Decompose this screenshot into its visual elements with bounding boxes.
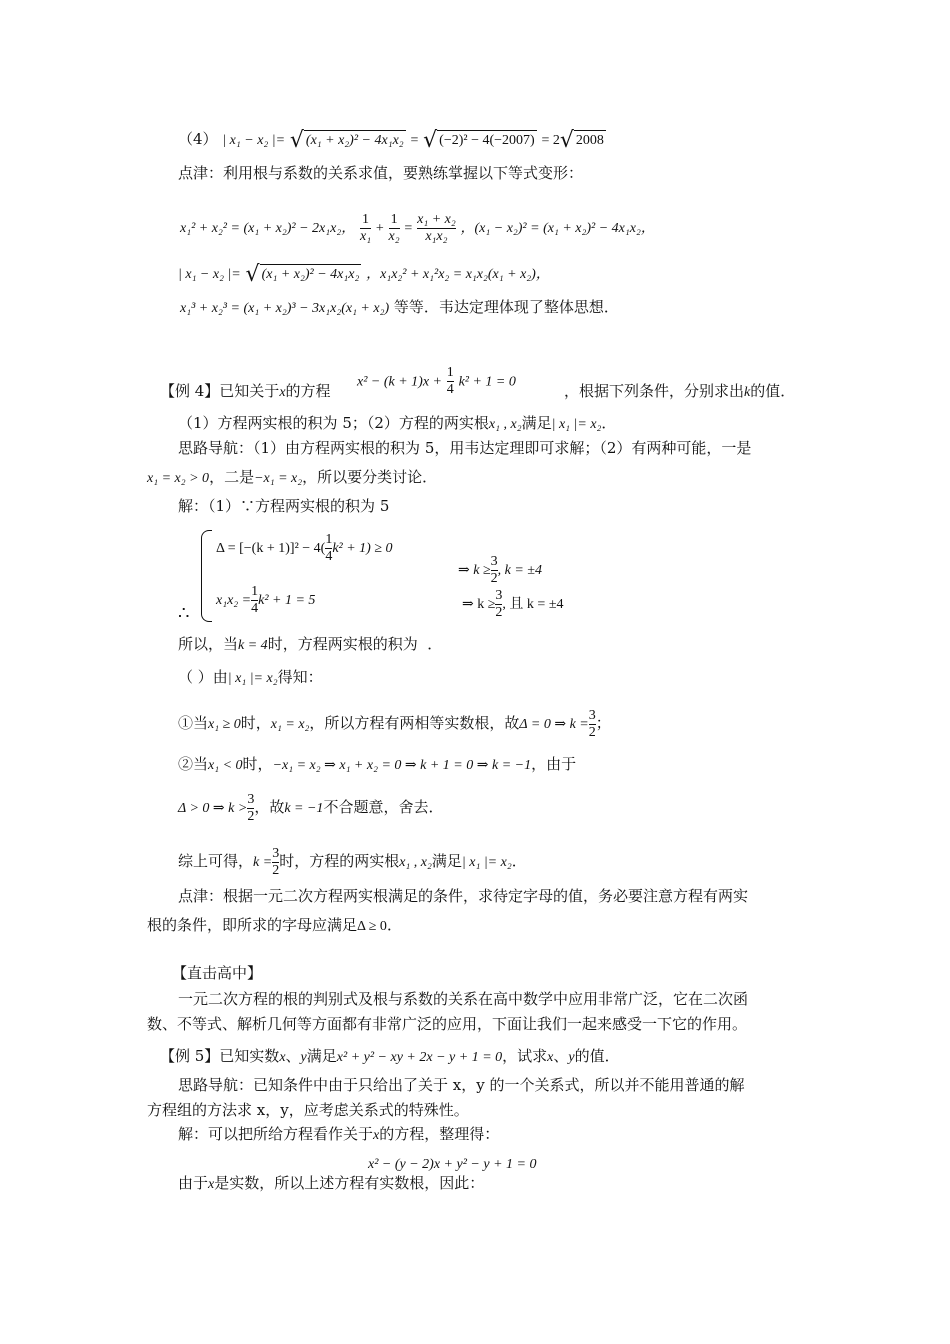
variable: k [744, 385, 751, 400]
math: x₁ < 0 [208, 758, 243, 773]
text: 由于 [178, 1174, 209, 1192]
text: 满足 [521, 414, 552, 432]
text: 时， [242, 755, 273, 773]
numerator: 1 [362, 211, 370, 227]
variable: x [279, 1050, 286, 1065]
equation-ex4 [357, 365, 516, 398]
guide-line-2 [147, 467, 437, 489]
text: 时，方程的两实根 [279, 852, 400, 870]
numerator: x₁ + x₂ [417, 211, 456, 227]
guide-5-line-1: 思路导航：已知条件中由于只给出了关于 x，y 的一个关系式，所以并不能用普通的解 [178, 1076, 745, 1094]
text: ，根据下列条件，分别求出 [564, 382, 745, 400]
variable: x [208, 1177, 215, 1192]
equation-part: k² + 1 = 0 [458, 374, 516, 390]
numerator: 3 [588, 707, 596, 723]
example-4-title [160, 381, 331, 403]
text: 解：可以把所给方程看作关于 [178, 1125, 374, 1143]
math: k² + 1 = 5 [258, 593, 316, 608]
text: 的方程，整理得： [379, 1125, 500, 1143]
denominator: 4 [446, 382, 454, 397]
abs-difference: | x₁ − x₂ |= [222, 133, 286, 148]
implication-2 [462, 586, 564, 622]
text: 的值． [574, 1047, 620, 1065]
identity-row-2 [178, 262, 550, 285]
math: Δ ≥ 0 [357, 919, 387, 934]
note-paragraph: 点津：利用根与系数的关系求值，要熟练掌握以下等式变形： [178, 164, 584, 182]
case-2-continued [178, 784, 443, 832]
text: 是实数，所以上述方程有实数根，因此： [214, 1174, 485, 1192]
math: Δ = 0 ⇒ k = [519, 717, 589, 732]
denominator: x₁x₂ [417, 228, 456, 245]
denominator: 2 [495, 604, 503, 620]
identity-sum-squares: x₁² + x₂² = (x₁ + x₂)² − 2x₁x₂， [180, 221, 356, 236]
plus-sign: + [375, 221, 384, 236]
example-4-conditions [178, 413, 616, 435]
text: 所以，当 [178, 635, 239, 653]
math: x₁ ≥ 0 [208, 717, 241, 732]
math: x₁ = x₂ [270, 717, 310, 732]
text: ，由于 [531, 755, 577, 773]
numerator: 3 [495, 587, 503, 603]
result-coefficient: = 2 [541, 133, 560, 148]
example-4-title-end [564, 381, 795, 403]
text: 得知： [277, 668, 323, 686]
fraction [417, 212, 456, 245]
numerator: 1 [251, 583, 259, 599]
variable: x [547, 1050, 554, 1065]
sqrt-sign: √ [559, 128, 574, 153]
part-2-intro [178, 667, 323, 689]
solution-1-intro: 解：（1）∵方程两实根的积为 5 [178, 497, 390, 515]
denominator: 2 [588, 724, 596, 740]
math: | x₁ |= x₂ [461, 855, 512, 870]
fraction [360, 212, 371, 245]
section-para-line-2: 数、不等式、解析几何等方面都有非常广泛的应用，下面让我们一起来感受一下它的作用。 [147, 1015, 748, 1033]
text: ，所以方程有两相等实数根，故 [309, 714, 520, 732]
text: 时， [240, 714, 271, 732]
text: ． [427, 635, 443, 653]
note-2-line-2 [147, 915, 402, 937]
sqrt-sign: √ [245, 262, 260, 287]
math: k² + 1) ≥ 0 [332, 541, 393, 556]
denominator: 4 [251, 600, 259, 616]
math: k = [253, 855, 273, 870]
example-5-title [160, 1046, 620, 1068]
math: k = −1 [284, 801, 324, 816]
math: Δ = [−(k + 1)]² − 4( [216, 541, 326, 556]
text: 【例 4】已知关于 [160, 382, 280, 400]
section-title: 【直击高中】 [172, 964, 263, 982]
denominator: 4 [325, 548, 333, 564]
radicand: (x₁ + x₂)² − 4x₁x₂ [260, 264, 362, 285]
guide-5-line-2: 方程组的方法求 x，y，应考虑关系式的特殊性。 [147, 1101, 469, 1119]
variable: x [279, 385, 286, 400]
sqrt-sign: √ [289, 128, 304, 153]
numerator: 3 [247, 791, 255, 807]
section-para-line-1: 一元二次方程的根的判别式及根与系数的关系在高中数学中应用非常广泛，它在二次函 [178, 990, 749, 1008]
denominator: x₁ [359, 228, 372, 244]
summary-line [178, 838, 527, 886]
solution-5-next [178, 1173, 484, 1195]
denominator: 2 [490, 570, 498, 586]
math: | x₁ |= x₂ [551, 417, 602, 432]
math: x₁ = x₂ > 0 [147, 471, 210, 486]
identity-factor: ，x₁x₂² + x₁²x₂ = x₁x₂(x₁ + x₂)， [366, 267, 550, 282]
equation-part: x² − (k + 1)x + [357, 374, 443, 390]
math: , 且 k = ±4 [502, 597, 564, 612]
system-brace [201, 530, 212, 622]
text: 不合题意，舍去． [323, 798, 444, 816]
system-line-1 [216, 530, 393, 566]
denominator: x₂ [388, 228, 400, 244]
text: 综上可得， [178, 852, 254, 870]
math: x₁x₂ = [216, 593, 252, 608]
text: 时，方程两实根的积为 [267, 635, 418, 653]
radicand-3: 2008 [574, 130, 606, 151]
equation-ex5 [368, 1153, 536, 1175]
text: ． [511, 852, 527, 870]
case-2 [178, 754, 576, 776]
text: ； [595, 714, 611, 732]
text: 根的条件，即所求的字母应满足 [147, 916, 358, 934]
radicand-2: (−2)² − 4(−2007) [437, 130, 537, 151]
variable: y [300, 1050, 307, 1065]
math: x² − (y − 2)x + y² − y + 1 = 0 [368, 1157, 537, 1172]
math: k = 4 [238, 638, 268, 653]
text: ． [386, 916, 402, 934]
text: （1）方程两实根的积为 5；（2）方程的两实根 [178, 414, 489, 432]
conclusion-part-1 [178, 634, 442, 656]
implication-1 [458, 552, 542, 588]
fraction [389, 212, 400, 245]
variable: x [373, 1128, 380, 1143]
math: −x₁ = x₂ ⇒ x₁ + x₂ = 0 ⇒ k + 1 = 0 ⇒ k = −1 [272, 758, 532, 773]
therefore-symbol: ∴ [178, 603, 190, 624]
math: ⇒ k ≥ [458, 563, 491, 578]
sqrt-sign: √ [423, 128, 438, 153]
guide-line-1: 思路导航：（1）由方程两实根的积为 5，用韦达定理即可求解；（2）有两种可能，一是 [178, 439, 752, 457]
text: 的值． [750, 382, 796, 400]
math: −x₁ = x₂ [254, 471, 303, 486]
fraction [491, 554, 498, 587]
text: ，二是 [209, 468, 255, 486]
numerator: 1 [446, 365, 454, 380]
math: , k = ±4 [497, 563, 542, 578]
text: ①当 [178, 714, 209, 732]
system-line-2 [216, 582, 315, 618]
text: 满足 [431, 852, 462, 870]
math: ⇒ k ≥ [462, 597, 496, 612]
denominator: 2 [272, 862, 280, 878]
text: ，试求 [502, 1047, 548, 1065]
denominator: 2 [247, 808, 255, 824]
abs-difference: | x₁ − x₂ |= [178, 267, 241, 282]
numerator: 1 [390, 211, 398, 227]
text: 、 [553, 1047, 569, 1065]
variable: y [568, 1050, 575, 1065]
math: | x₁ |= x₂ [227, 671, 278, 686]
numerator: 1 [325, 531, 333, 547]
text: ，故 [254, 798, 285, 816]
case-1 [178, 700, 611, 748]
identity-diff-squared: ，(x₁ − x₂)² = (x₁ + x₂)² − 4x₁x₂， [460, 221, 655, 236]
identity-row-3 [180, 297, 619, 319]
identity-sum-cubes: x₁³ + x₂³ = (x₁ + x₂)³ − 3x₁x₂(x₁ + x₂) [180, 301, 390, 316]
formula-part-4 [178, 128, 606, 151]
radicand-1: (x₁ + x₂)² − 4x₁x₂ [304, 130, 406, 151]
solution-5-intro [178, 1124, 499, 1146]
text: 满足 [306, 1047, 337, 1065]
math: Δ > 0 ⇒ k > [178, 801, 248, 816]
equals-sign: = [410, 133, 419, 148]
math: x₁ , x₂ [399, 855, 432, 870]
text: 【例 5】已知实数 [160, 1047, 280, 1065]
text: ，所以要分类讨论． [302, 468, 438, 486]
identity-row-1 [180, 195, 655, 261]
text: 的方程 [285, 382, 331, 400]
note-2-line-1: 点津：根据一元二次方程两实根满足的条件，求待定字母的值，务必要注意方程有两实 [178, 887, 749, 905]
fraction [447, 365, 454, 398]
math: x² + y² − xy + 2x − y + 1 = 0 [336, 1050, 503, 1065]
item-label: （4） [178, 130, 218, 148]
text: 、 [285, 1047, 301, 1065]
numerator: 3 [490, 553, 498, 569]
fraction [589, 708, 596, 741]
identity-remark: 等等．韦达定理体现了整体思想． [393, 298, 619, 316]
equals-sign: = [404, 221, 413, 236]
text: （ ）由 [178, 668, 228, 686]
text: ②当 [178, 755, 209, 773]
math: x₁ , x₂ [488, 417, 522, 432]
numerator: 3 [272, 845, 280, 861]
text: ． [601, 414, 617, 432]
